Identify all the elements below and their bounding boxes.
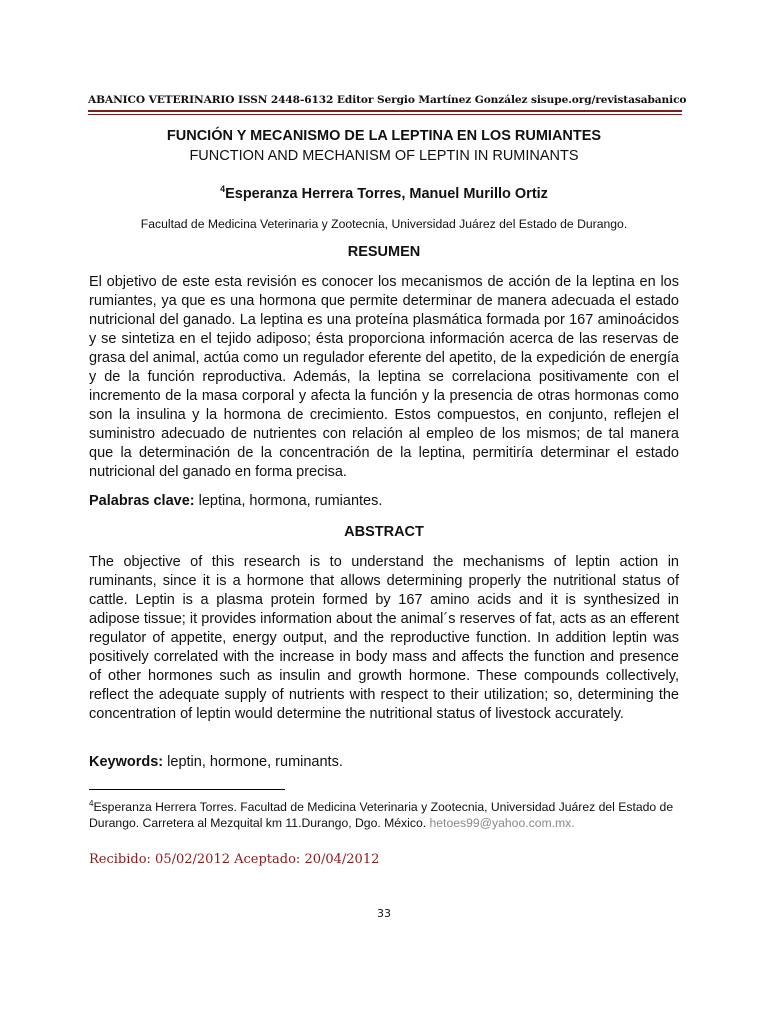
author-names: Esperanza Herrera Torres, Manuel Murillo Ortiz — [225, 186, 548, 202]
keywords-values: leptin, hormone, ruminants. — [163, 754, 343, 770]
journal-header: ABANICO VETERINARIO ISSN 2448-6132 Editor Sergio Martínez González sisupe.org/revistasabanico — [88, 94, 687, 106]
title-english: FUNCTION AND MECHANISM OF LEPTIN IN RUMINANTS — [189, 148, 579, 164]
abstract-heading: ABSTRACT — [344, 524, 424, 540]
authors — [0, 184, 768, 202]
abstract-body: The objective of this research is to understand the mechanisms of leptin action in ruminants, since it is a hormone that allows determining properly the nutritional status of cattle. Leptin is a plasma protein formed by 167 amino acids and it is synthesized in adipose tissue; it provides information about the animal´s reserves of fat, acts as an efferent regulator of appetite, energy output, and the reproductive function. In addition leptin was positively correlated with the increase in body mass and affects the function and presence of other hormones such as insulin and growth hormone. These compounds collectively, reflect the adequate supply of nutrients with respect to their utilization; so, determining the concentration of leptin would determine the nutritional status of livestock accurately. — [89, 554, 679, 722]
author-footnote-marker: 4 — [220, 184, 226, 194]
footnote — [89, 796, 681, 831]
palabras-clave-label: Palabras clave: — [89, 493, 195, 509]
keywords — [89, 754, 343, 770]
resumen-heading: RESUMEN — [347, 244, 421, 260]
header-rule-thin — [88, 114, 682, 115]
footnote-text: Esperanza Herrera Torres. Facultad de Medicina Veterinaria y Zootecnia, Universidad Juárez del Estado de Durango. Carretera al Mezquital km 11.Durango, Dgo. México. — [89, 800, 674, 830]
title-spanish: FUNCIÓN Y MECANISMO DE LA LEPTINA EN LOS RUMIANTES — [166, 128, 602, 144]
received-accepted-dates: Recibido: 05/02/2012 Aceptado: 20/04/2012 — [89, 852, 380, 867]
keywords-label: Keywords: — [89, 754, 164, 770]
palabras-clave — [89, 493, 382, 509]
palabras-clave-values: leptina, hormona, rumiantes. — [194, 493, 383, 509]
affiliation: Facultad de Medicina Veterinaria y Zootecnia, Universidad Juárez del Estado de Durango. — [140, 217, 628, 231]
header-rule — [88, 110, 682, 112]
footnote-marker: 4 — [89, 799, 94, 808]
resumen-body: El objetivo de este esta revisión es conocer los mecanismos de acción de la leptina en los rumiantes, ya que es una hormona que permite determinar de manera adecuada el estado nutricional del ganado. La leptina es una proteína plasmática formada por 167 aminoácidos y se sintetiza en el tejido adiposo; ésta proporciona información acerca de las reservas de grasa del animal, actúa como un regulador eferente del apetito, de la expedición de energía y de la función reproductiva. Además, la leptina se correlaciona positivamente con el incremento de la masa corporal y afecta la función y la presencia de otras hormonas como son la insulina y la hormona de crecimiento. Estos compuestos, en conjunto, reflejen el suministro adecuado de nutrientes con relación al empleo de los mismos; de tal manera que la determinación de la concentración de la leptina, permitiría determinar el estado nutricional del ganado en forma precisa. — [89, 274, 679, 480]
footnote-email-link[interactable]: hetoes99@yahoo.com.mx. — [429, 816, 575, 830]
page-number: 33 — [377, 907, 391, 920]
footnote-rule — [89, 789, 285, 790]
